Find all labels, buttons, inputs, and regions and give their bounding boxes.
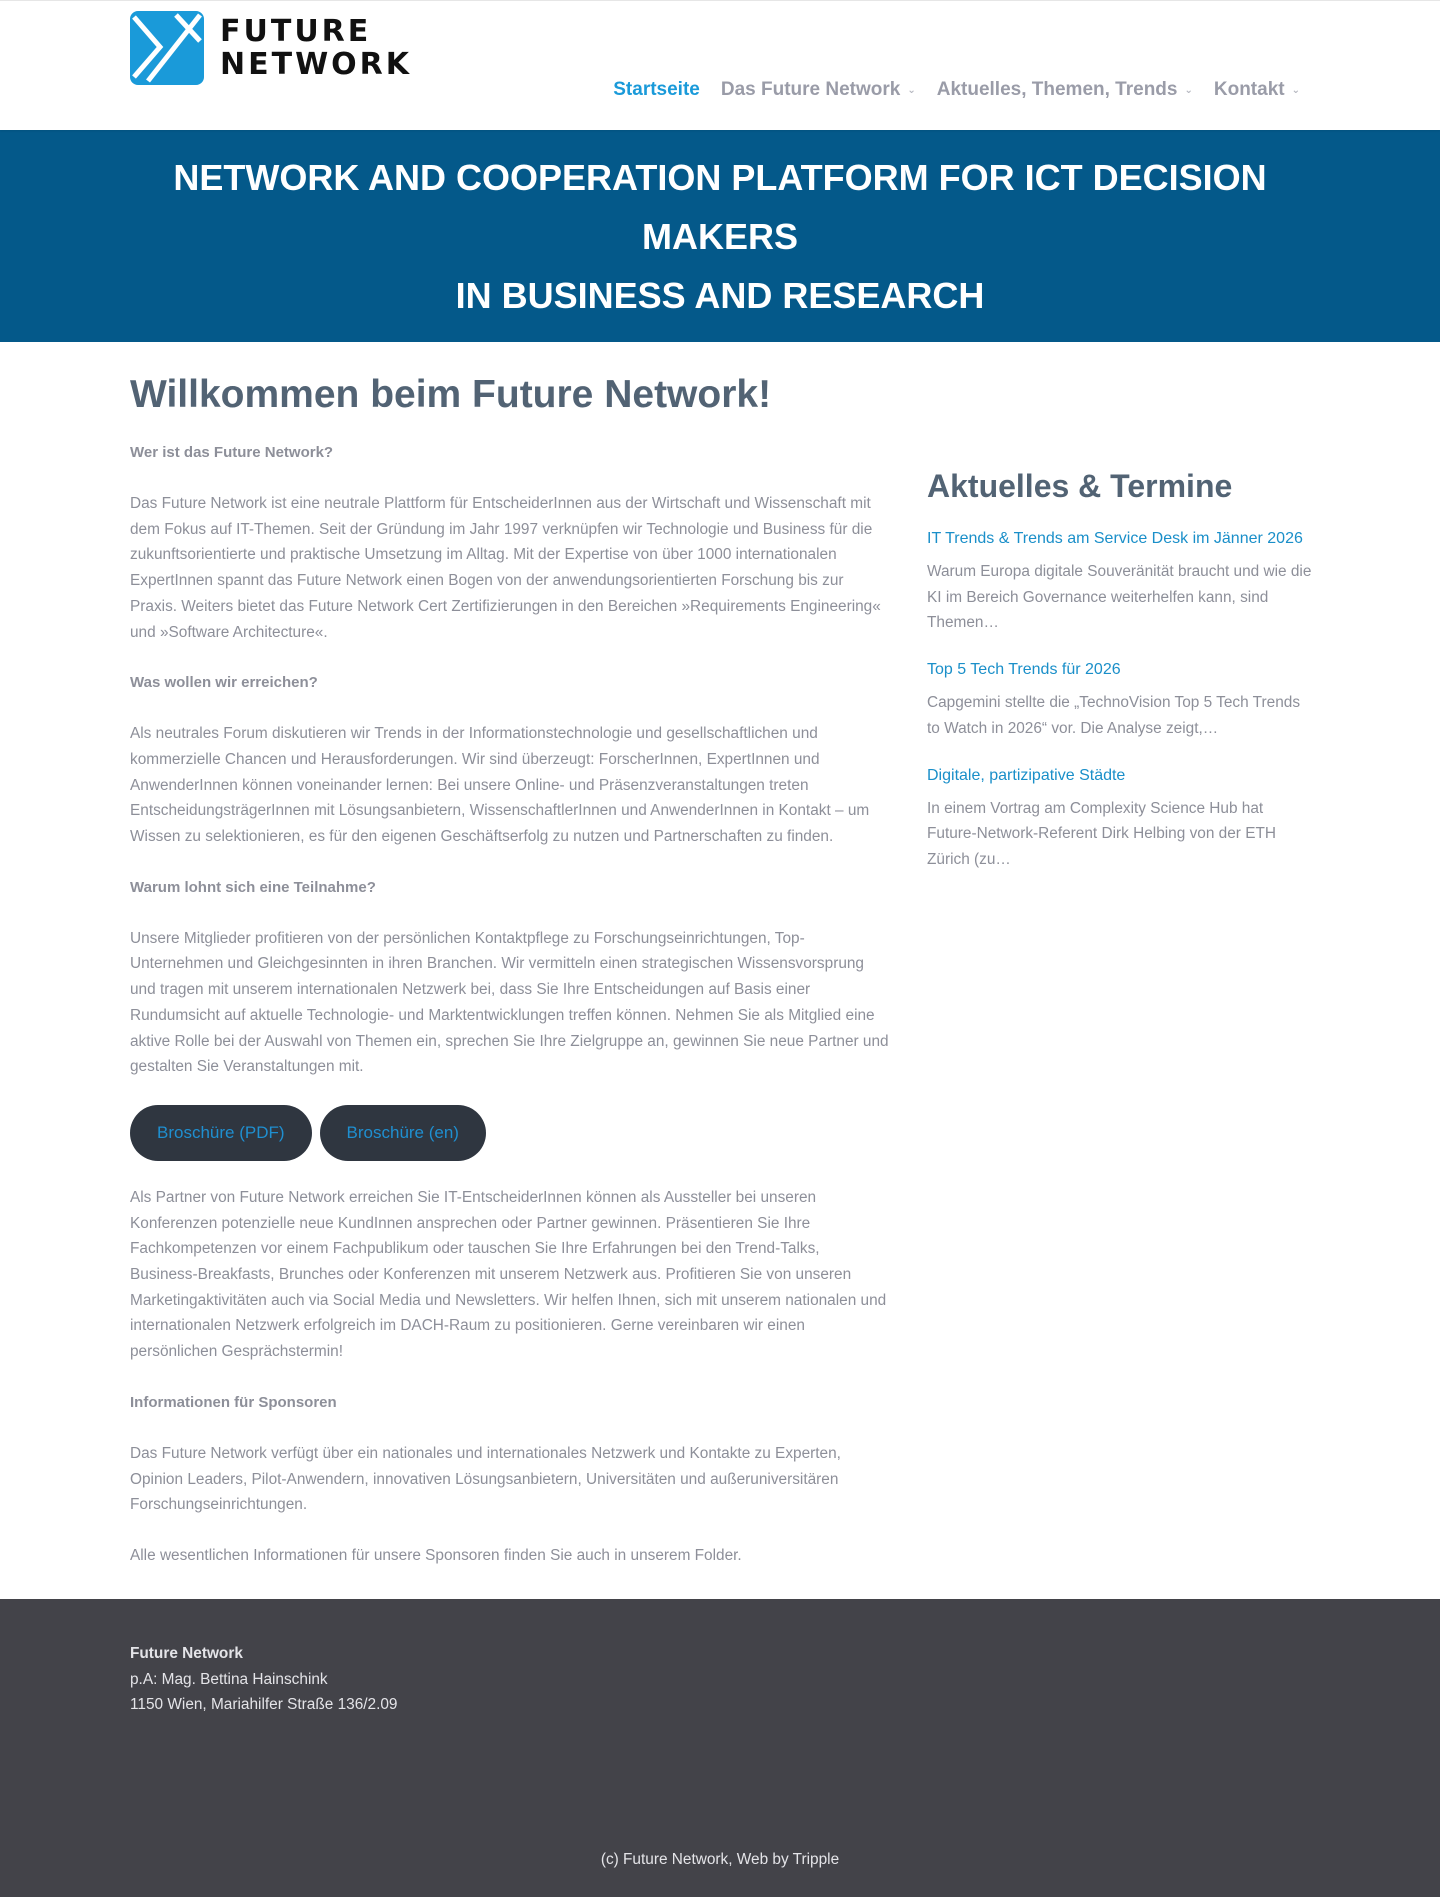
hero-banner <box>0 130 1440 342</box>
news-item <box>927 527 1312 636</box>
chevron-down-icon: ⌄ <box>907 84 916 96</box>
content-area <box>0 342 1440 1599</box>
footer-org-name: Future Network <box>130 1645 243 1662</box>
chevron-down-icon: ⌄ <box>1291 84 1300 96</box>
section-heading-why: Warum lohnt sich eine Teilnahme? <box>130 878 376 896</box>
main-column <box>130 370 890 1594</box>
brochure-en-button[interactable]: Broschüre (en) <box>320 1105 486 1161</box>
paragraph-goals: Als neutrales Forum diskutieren wir Trends in der Informationstechnologie und gesellschaftlichen und kommerzielle Chancen und Herausforderungen. Wir sind überzeugt: ForscherInnen, ExpertInnen und AnwenderInnen können voneinander lernen: Bei unsere Online- und Präsenzveranstaltungen treten EntscheidungsträgerInnen mit Lösungsanbietern, WissenschaftlerInnen und AnwenderInnen in Kontakt – um Wissen zu selektionieren, es für den eigenen Geschäftserfolg zu nutzen und Partnerschaften zu finden. <box>130 725 870 846</box>
news-link[interactable]: IT Trends & Trends am Service Desk im Jänner 2026 <box>927 530 1303 547</box>
paragraph-partner: Als Partner von Future Network erreichen Sie IT-EntscheiderInnen können als Aussteller bei unseren Konferenzen potenzielle neue KundInnen ansprechen oder Partner gewinnen. Präsentieren Sie Ihre Fachkompetenzen vor einem Fachpublikum oder tauschen Sie Ihre Erfahrungen bei den Trend-Talks, Business-Breakfasts, Brunches oder Konferenzen mit unserem Netzwerk aus. Profitieren Sie von unseren Marketingaktivitäten auch via Social Media und Newsletters. Wir helfen Ihnen, sich mit unserem nationalen und internationalen Netzwerk erfolgreich im DACH-Raum zu positionieren. Gerne vereinbaren wir einen persönlichen Gesprächstermin! <box>130 1188 887 1361</box>
page-title: Willkommen beim Future Network! <box>130 373 772 416</box>
footer-address <box>130 1641 397 1718</box>
paragraph-sponsors: Das Future Network verfügt über ein nationales und internationales Netzwerk und Kontakte zu Experten, Opinion Leaders, Pilot-Anwendern, innovativen Lösungsanbietern, Universitäten und außeruniversitären Forschungseinrichtungen. <box>130 1444 841 1514</box>
section-heading-who: Wer ist das Future Network? <box>130 444 334 461</box>
logo-line-1: FUTURE <box>220 14 372 49</box>
section-heading-goals: Was wollen wir erreichen? <box>130 674 318 692</box>
logo-mark-icon <box>130 11 204 85</box>
logo-text <box>220 15 412 81</box>
site-footer <box>0 1599 1440 1897</box>
banner-line-1: NETWORK AND COOPERATION PLATFORM FOR ICT DECISION MAKERS <box>173 156 1267 257</box>
nav-label: Das Future Network <box>720 79 901 100</box>
logo-line-2: NETWORK <box>220 47 413 82</box>
nav-item-kontakt[interactable] <box>1214 79 1300 101</box>
nav-item-startseite[interactable] <box>613 79 700 101</box>
news-item <box>927 764 1312 873</box>
copyright: (c) Future Network, Web by Tripple <box>600 1851 840 1868</box>
banner-line-2: IN BUSINESS AND RESEARCH <box>455 274 985 316</box>
nav-label: Startseite <box>613 79 700 100</box>
news-item <box>927 658 1312 741</box>
brochure-pdf-button[interactable]: Broschüre (PDF) <box>130 1105 312 1161</box>
site-header <box>0 0 1440 130</box>
news-link[interactable]: Digitale, partizipative Städte <box>927 766 1126 784</box>
news-excerpt: Capgemini stellte die „TechnoVision Top 5 Tech Trends to Watch in 2026“ vor. Die Analyse zeigt,… <box>927 694 1301 737</box>
section-heading-sponsors: Informationen für Sponsoren <box>130 1393 337 1411</box>
main-nav <box>592 79 1300 101</box>
brochure-buttons <box>130 1105 890 1161</box>
sidebar <box>927 465 1312 895</box>
news-link[interactable]: Top 5 Tech Trends für 2026 <box>927 661 1121 679</box>
paragraph-who: Das Future Network ist eine neutrale Plattform für EntscheiderInnen aus der Wirtschaft und Wissenschaft mit dem Fokus auf IT-Themen. Seit der Gründung im Jahr 1997 verknüpfen wir Technologie und Business für die zukunftsorientierte und praktische Umsetzung im Alltag. Mit der Expertise von über 1000 internationalen ExpertInnen spannt das Future Network einen Bogen von der anwendungsorientierten Forschung bis zur Praxis. Weiters bietet das Future Network Cert Zertifizierungen in den Bereichen »Requirements Engineering« und »Software Architecture«. <box>130 495 881 641</box>
news-excerpt: Warum Europa digitale Souveränität braucht und wie die KI im Bereich Governance weiterhelfen kann, sind Themen… <box>927 563 1312 632</box>
footer-street-address: 1150 Wien, Mariahilfer Straße 136/2.09 <box>130 1696 398 1714</box>
news-excerpt: In einem Vortrag am Complexity Science Hub hat Future-Network-Referent Dirk Helbing von der ETH Zürich (zu… <box>927 799 1276 868</box>
nav-item-aktuelles[interactable] <box>937 79 1193 101</box>
paragraph-folder: Alle wesentlichen Informationen für unsere Sponsoren finden Sie auch in unserem Folder. <box>130 1546 742 1564</box>
banner-title <box>120 148 1320 325</box>
nav-label: Aktuelles, Themen, Trends <box>936 79 1178 100</box>
chevron-down-icon: ⌄ <box>1184 84 1193 96</box>
nav-item-das-future-network[interactable] <box>721 79 916 101</box>
logo[interactable] <box>130 11 412 85</box>
footer-contact-person: p.A: Mag. Bettina Hainschink <box>130 1670 328 1688</box>
nav-label: Kontakt <box>1213 79 1285 100</box>
paragraph-why: Unsere Mitglieder profitieren von der persönlichen Kontaktpflege zu Forschungseinrichtungen, Top-Unternehmen und Gleichgesinnten in ihren Branchen. Wir vermitteln einen strategischen Wissensvorsprung und tragen mit unserem internationalen Netzwerk bei, dass Sie Ihre Entscheidungen auf Basis einer Rundumsicht auf aktuelle Technologie- und Marktentwicklungen treffen können. Nehmen Sie als Mitglied eine aktive Rolle bei der Auswahl von Themen ein, sprechen Sie Ihre Zielgruppe an, gewinnen Sie neue Partner und gestalten Sie Veranstaltungen mit. <box>130 929 889 1076</box>
sidebar-title: Aktuelles & Termine <box>927 468 1233 504</box>
